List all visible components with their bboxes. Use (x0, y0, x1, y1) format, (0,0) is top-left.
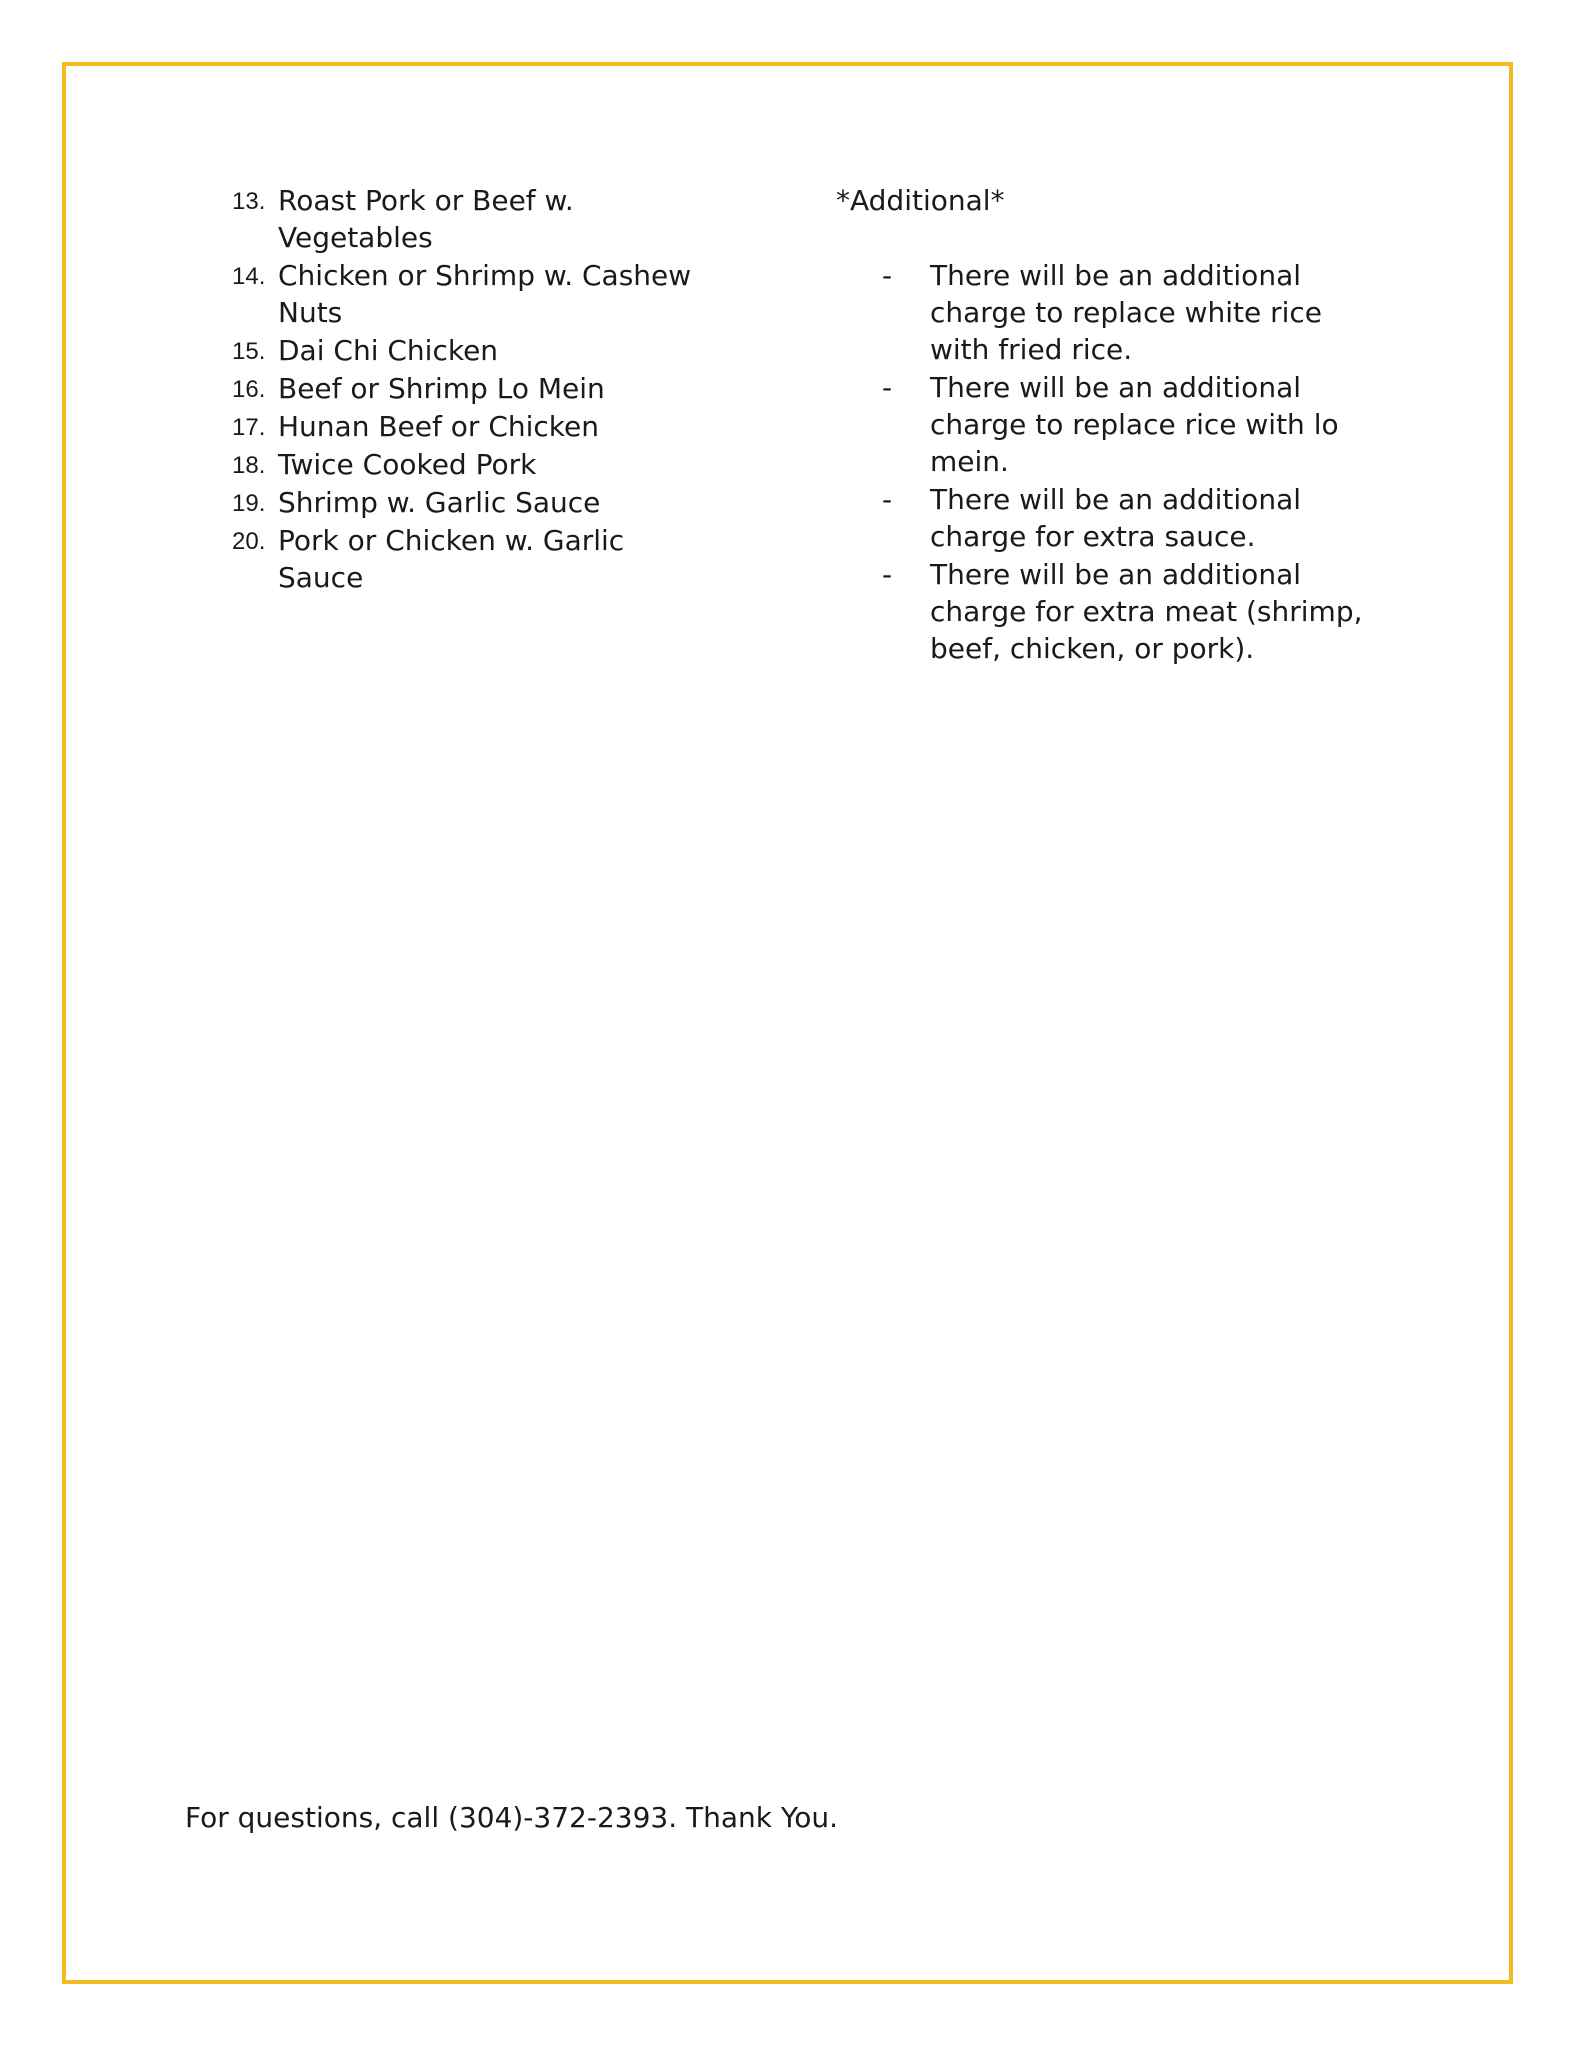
menu-item-text-line: Hunan Beef or Chicken (278, 410, 599, 443)
note-text-line: mein. (930, 445, 1009, 478)
menu-item-number: 15. (232, 338, 266, 365)
note-item (836, 257, 1410, 368)
note-text-line: with fried rice. (930, 333, 1133, 366)
menu-item-text-line: Chicken or Shrimp w. Cashew (278, 259, 692, 292)
menu-list (230, 182, 750, 596)
menu-item-text-line: Roast Pork or Beef w. (278, 184, 574, 217)
note-text-line: beef, chicken, or pork). (930, 632, 1255, 665)
menu-item-text-line: Beef or Shrimp Lo Mein (278, 372, 605, 405)
note-item (836, 556, 1410, 667)
additional-column (836, 182, 1436, 668)
note-text-line: charge to replace white rice (930, 296, 1323, 329)
menu-item (230, 370, 750, 407)
menu-item-number: 16. (232, 376, 266, 403)
menu-item (230, 484, 750, 521)
menu-column (230, 182, 750, 597)
note-text-line: There will be an additional (930, 259, 1301, 292)
menu-item-text-line: Twice Cooked Pork (278, 448, 537, 481)
menu-item-number: 13. (232, 188, 266, 215)
menu-item-text-line: Nuts (278, 296, 343, 329)
dash-bullet: - (882, 371, 893, 404)
dash-bullet: - (882, 483, 893, 516)
note-item (836, 481, 1410, 555)
menu-item (230, 446, 750, 483)
menu-item (230, 257, 750, 331)
dash-bullet: - (882, 558, 893, 591)
note-text-line: There will be an additional (930, 371, 1301, 404)
menu-item-number: 20. (232, 528, 266, 555)
note-text-line: charge for extra meat (shrimp, (930, 595, 1363, 628)
note-text-line: charge to replace rice with lo (930, 408, 1339, 441)
menu-item-number: 17. (232, 414, 266, 441)
menu-item (230, 522, 750, 596)
menu-item-number: 14. (232, 263, 266, 290)
menu-item-text-line: Sauce (278, 561, 364, 594)
menu-item (230, 182, 750, 256)
menu-item-text-line: Pork or Chicken w. Garlic (278, 524, 625, 557)
menu-item-number: 19. (232, 490, 266, 517)
note-item (836, 369, 1410, 480)
menu-item-text-line: Dai Chi Chicken (278, 334, 499, 367)
contact-footer: For questions, call (304)-372-2393. Thank You. (185, 1801, 839, 1834)
note-text-line: charge for extra sauce. (930, 520, 1256, 553)
dash-bullet: - (882, 259, 893, 292)
menu-item (230, 332, 750, 369)
menu-item (230, 408, 750, 445)
menu-item-text-line: Vegetables (278, 221, 433, 254)
additional-notes-list (836, 257, 1436, 667)
additional-heading: *Additional* (836, 184, 1005, 217)
menu-item-number: 18. (232, 452, 266, 479)
note-text-line: There will be an additional (930, 483, 1301, 516)
menu-item-text-line: Shrimp w. Garlic Sauce (278, 486, 601, 519)
note-text-line: There will be an additional (930, 558, 1301, 591)
